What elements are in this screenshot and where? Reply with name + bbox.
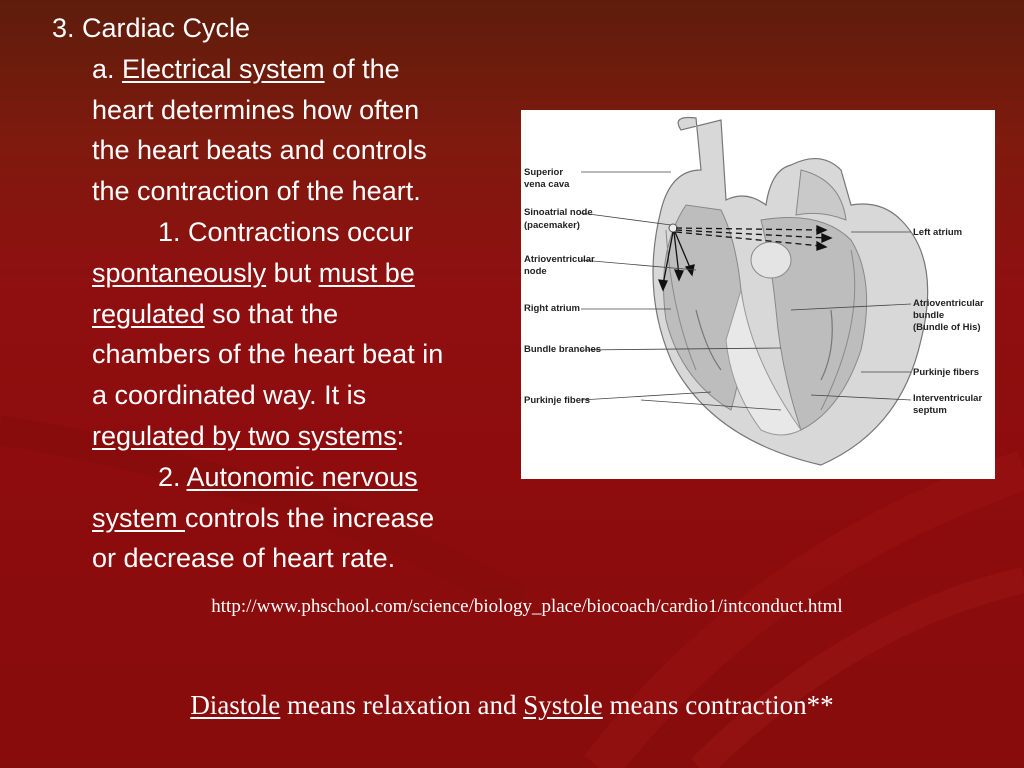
label-av-node: node	[524, 266, 547, 277]
label-bundle-of-his: (Bundle of His)	[913, 322, 981, 333]
point-1-line-6	[52, 416, 532, 457]
point-1-after: so that the	[204, 298, 339, 329]
term-systole: Systole	[523, 690, 603, 720]
label-atrioventricular: Atrioventricular	[524, 254, 595, 265]
label-sinoatrial-node: Sinoatrial node	[524, 207, 593, 218]
heart-conduction-diagram	[521, 110, 995, 479]
point-a-line-2: heart determines how often	[92, 94, 420, 125]
label-purkinje-fibers-left: Purkinje fibers	[524, 395, 590, 406]
point-a-line-4: the contraction of the heart.	[92, 176, 421, 207]
footer-middle: means relaxation and	[280, 690, 524, 720]
point-1-line-1: 1. Contractions occur	[158, 216, 414, 247]
heart-illustration	[653, 118, 928, 466]
diagram-labels-right	[913, 227, 984, 416]
point-1-colon: :	[396, 420, 405, 451]
label-superior: Superior	[524, 167, 564, 178]
term-diastole: Diastole	[190, 690, 281, 720]
point-1-between: but	[266, 257, 319, 288]
slide-body-text	[52, 8, 532, 579]
point-1-line-3	[52, 294, 532, 335]
term-regulated: regulated	[92, 298, 205, 329]
label-left-atrium: Left atrium	[913, 227, 963, 238]
point-2-rest: controls the increase	[185, 502, 435, 533]
point-1-line-5: a coordinated way. It is	[92, 380, 367, 411]
point-a-line-3: the heart beats and controls	[92, 135, 427, 166]
label-right-atrium: Right atrium	[524, 303, 580, 314]
slide-footer-note	[0, 690, 1024, 721]
point-2-line-2	[52, 498, 532, 539]
point-1-line-2	[52, 253, 532, 294]
term-regulated-by-two-systems: regulated by two systems	[92, 420, 397, 451]
label-purkinje-fibers-right: Purkinje fibers	[913, 367, 979, 378]
point-2-prefix: 2.	[158, 461, 187, 492]
point-a-line-1	[52, 49, 532, 90]
slide-heading: 3. Cardiac Cycle	[52, 13, 251, 43]
point-2-line-1	[52, 457, 532, 498]
footer-end: means contraction**	[602, 690, 834, 720]
label-bundle-branches: Bundle branches	[524, 344, 602, 355]
label-av-bundle-2: bundle	[913, 310, 945, 321]
term-must-be: must be	[318, 257, 415, 288]
point-1-line-4: chambers of the heart beat in	[92, 339, 444, 370]
point-2-line-3: or decrease of heart rate.	[92, 543, 396, 574]
label-interventricular: Interventricular	[913, 393, 983, 404]
label-pacemaker: (pacemaker)	[524, 220, 580, 231]
diagram-labels-left	[524, 167, 601, 406]
label-vena-cava: vena cava	[524, 179, 570, 190]
term-spontaneously: spontaneously	[92, 257, 267, 288]
label-septum: septum	[913, 405, 947, 416]
label-av-bundle-1: Atrioventricular	[913, 298, 984, 309]
point-a-rest: of the	[324, 53, 400, 84]
term-electrical-system: Electrical system	[122, 53, 325, 84]
term-system: system	[92, 502, 186, 533]
point-a-prefix: a.	[92, 53, 123, 84]
source-url: http://www.phschool.com/science/biology_place/biocoach/cardio1/intconduct.html	[211, 596, 843, 617]
term-autonomic-nervous: Autonomic nervous	[186, 461, 418, 492]
